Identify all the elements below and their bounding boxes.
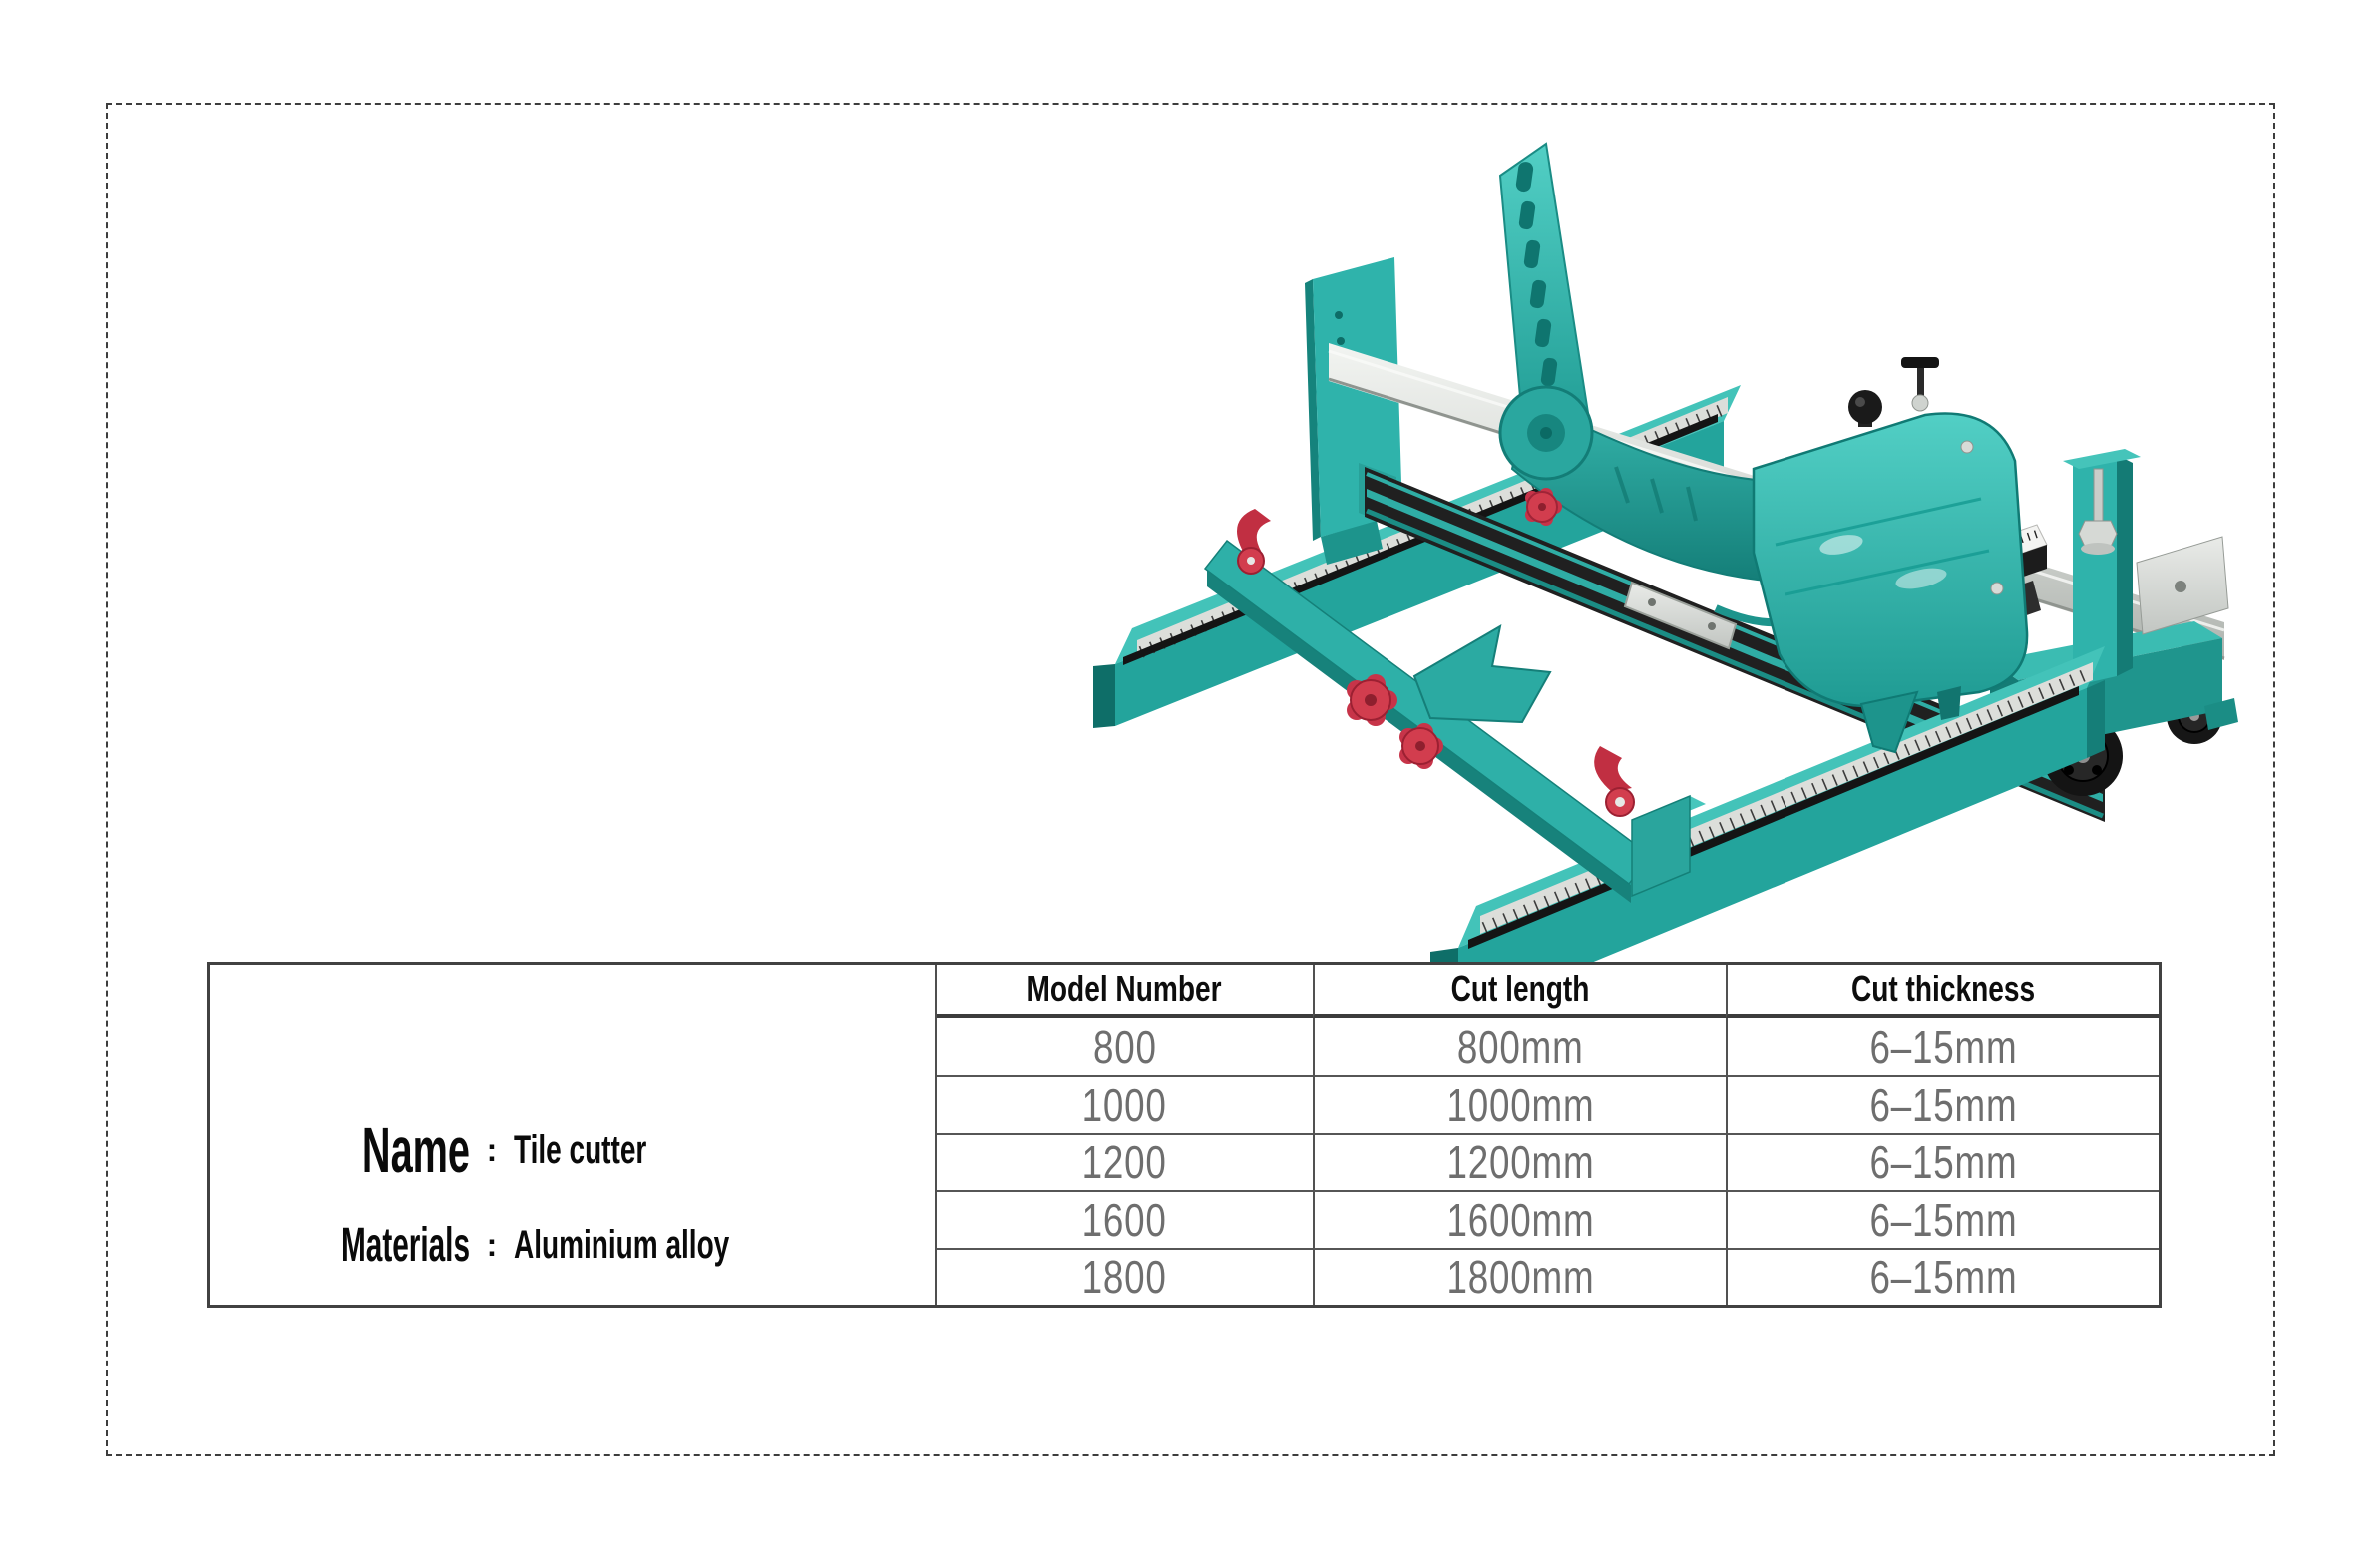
table-cell: 800mm [1313,1018,1726,1075]
angle-pointer [1414,626,1550,722]
table-cell: 1000 [937,1075,1313,1132]
table-cell: 1200mm [1313,1133,1726,1190]
table-cell: 6–15mm [1726,1075,2159,1132]
header-cut-length: Cut length [1313,965,1726,1018]
product-materials-line [210,1210,935,1280]
materials-colon: : [486,1226,498,1263]
table-cell: 1600mm [1313,1190,1726,1247]
tile-cutter-illustration [1077,118,2314,1035]
cutter-head [1716,357,2027,752]
product-name-line [210,1112,935,1188]
table-cell: 6–15mm [1726,1248,2159,1305]
header-cut-thickness: Cut thickness [1726,965,2159,1018]
t-bolt [1901,357,1939,368]
cam-clamp-bottom [1594,746,1634,816]
product-info-cell [210,965,937,1305]
table-cell: 800 [1092,1020,1157,1073]
materials-value: Aluminium alloy [514,1222,730,1267]
materials-label: Materials [340,1218,470,1272]
table-cell: 1800 [937,1248,1313,1305]
table-cell: 6–15mm [1726,1018,2159,1075]
ratchet-knob [1848,390,1882,424]
name-colon: : [486,1131,498,1168]
table-cell: 1600 [937,1190,1313,1247]
table-cell: 1800mm [1313,1248,1726,1305]
table-cell: 1200 [937,1133,1313,1190]
table-cell: 6–15mm [1726,1190,2159,1247]
adjustment-bolt [2094,469,2103,523]
table-cell: 6–15mm [1726,1133,2159,1190]
product-photo [1077,118,2314,1035]
name-label: Name [361,1114,470,1186]
cam-clamp-top [1237,509,1271,574]
header-model-number: Model Number [937,965,1313,1018]
table-cell: 1000mm [1313,1075,1726,1132]
spec-table [207,962,2162,1308]
name-value: Tile cutter [514,1127,647,1172]
